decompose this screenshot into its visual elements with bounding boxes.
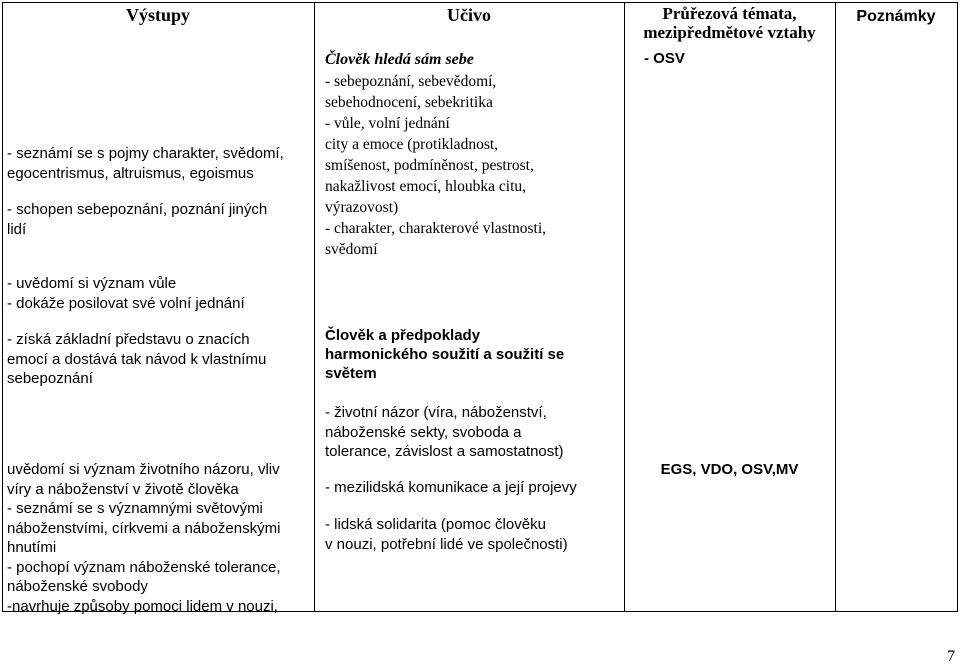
header-ucivo: Učivo	[447, 5, 491, 25]
vystupy-block-4: - získá základní představu o znacích emocí a dostává tak návod k vlastnímu sebepoznání	[7, 331, 267, 387]
header-poznamky: Poznámky	[856, 8, 936, 25]
column-divider-3	[835, 2, 836, 612]
ucivo-section-2-item-2: - mezilidská komunikace a její projevy	[325, 479, 577, 496]
table-border-top	[2, 2, 958, 3]
column-divider-2	[624, 2, 625, 612]
column-divider-1	[314, 2, 315, 612]
table-border-left	[2, 2, 3, 612]
prurezova-item-1: - OSV	[644, 50, 685, 67]
ucivo-section-1-title: Člověk hledá sám sebe	[325, 51, 474, 68]
header-vystupy: Výstupy	[125, 5, 191, 25]
ucivo-section-1-body: - sebepoznání, sebevědomí, sebehodnocení, sebekritika - vůle, volní jednání city a emoce (protikladnost, smíšenost, podmíněnost, pestrost, nakažlivost emocí, hloubka citu, výrazovost) - charakter, charakterové vlastnosti, svědomí	[325, 73, 547, 258]
prurezova-item-2: EGS, VDO, OSV,MV	[660, 461, 799, 478]
header-prurezova-temata: Průřezová témata, mezipředmětové vztahy	[643, 4, 816, 42]
vystupy-block-5: uvědomí si význam životního názoru, vliv víry a náboženství v životě člověka - seznámí se s významnými světovými náboženstvími, církvemi a náboženskými hnutími - pochopí význam náboženské tolerance, náboženské svobody -navrhuje způsoby pomoci lidem v nouzi,	[7, 461, 281, 615]
vystupy-block-1: - seznámí se s pojmy charakter, svědomí, egocentrismus, altruismus, egoismus	[7, 145, 284, 182]
vystupy-block-3: - uvědomí si význam vůle - dokáže posilovat své volní jednání	[7, 275, 245, 312]
ucivo-section-2-item-3: - lidská solidarita (pomoc člověku v nouzi, potřební lidé ve společnosti)	[325, 516, 568, 553]
page-number: 7	[947, 648, 955, 665]
ucivo-section-2-title: Člověk a předpoklady harmonického soužití a soužití se světem	[325, 327, 565, 382]
table-border-right	[957, 2, 958, 612]
ucivo-section-2-item-1: - životní názor (víra, náboženství, náboženské sekty, svoboda a tolerance, závislost a samostatnost)	[325, 404, 564, 460]
vystupy-block-2: - schopen sebepoznání, poznání jiných lidí	[7, 201, 268, 238]
